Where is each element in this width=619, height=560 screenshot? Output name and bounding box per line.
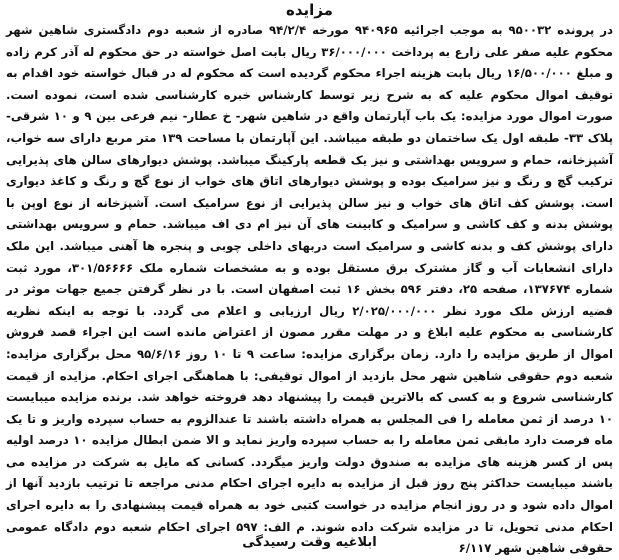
- next-notice-heading: ابلاغیه وقت رسیدگی: [242, 535, 377, 550]
- notice-body: در پرونده ۹۵۰۰۳۲ به موجب اجرائیه ۹۴۰۹۶۵ مورخه ۹۴/۲/۴ صادره از شعبه دوم دادگستری شاهین شهر محکوم علیه صفر علی زارع به پرداخت ۳۶/۰۰۰/۰۰۰ ریال بابت اصل خواسته در حق محکوم له آذر کرم زاده و مبلغ ۱۶/۵۰۰/۰۰۰ ریال بابت هزینه اجراء محکوم گردیده است که محکوم له در قبال خواسته خود اقدام به توقیف اموال محکوم علیه که به شرح زیر توسط کارشناس خبره کارشناسی شده است، نموده است. صورت اموال مورد مزایده: یک باب آپارتمان واقع در شاهین شهر- خ عطار- نیم فرعی بین ۹ و ۱۰ شرقی- پلاک ۳۳- طبقه اول یک ساختمان دو طبقه میباشد. این آپارتمان با مساحت ۱۳۹ متر مربع دارای سه خواب، آشپزخانه، حمام و سرویس بهداشتی و نیز یک قطعه پارکینگ میباشد. پوشش دیوارهای سالن های پذیرایی ترکیب گچ و رنگ و نیز سرامیک بوده و پوشش دیوارهای اتاق های خواب از نوع گچ و رنگ و کاغذ دیواری است. پوشش کف اتاق های خواب و نیز سالن پذیرایی از نوع سرامیک است. آشپزخانه از نوع اوپن با پوشش بدنه و کف کاشی و سرامیک و کابینت های آن نیز ام دی اف میباشد. حمام و سرویس بهداشتی دارای پوشش کف و بدنه کاشی و سرامیک است دربهای داخلی چوبی و پنجره ها آهنی میباشد. این ملک دارای انشعابات آب و گاز مشترک برق مستقل بوده و به مشخصات شماره ملک ۳۰۱/۵۶۶۶۶، مورد ثبت شماره ۱۳۷۶۷۴، صفحه ۲۵، دفتر ۵۹۶ بخش ۱۶ ثبت اصفهان است. با در نظر گرفتن جمیع جهات موثر در قضیه ارزش ملک مورد نظر ۲/۰۲۵/۰۰۰/۰۰۰ ریال ارزیابی و اعلام می گردد. با توجه به اینکه نظریه کارشناسی به محکوم علیه ابلاغ و در مهلت مقرر مصون از اعتراض مانده است این اجراء قصد فروش اموال از طریق مزایده را دارد. زمان برگزاری مزایده: ساعت ۹ تا ۱۰ روز ۹۵/۶/۱۶ محل برگزاری مزایده: شعبه دوم حقوقی شاهین شهر محل بازدید از اموال توقیفی: با هماهنگی اجرای احکام. مزایده از قیمت کارشناسی شروع و به کسی که بالاترین قیمت را پیشنهاد دهد فروخته خواهد شد. برنده مزایده میبایست ۱۰ درصد از ثمن معامله را فی المجلس به همراه داشته باشند تا عندالزوم به حساب سپرده واریز و تا یک ماه فرصت دارد مابقی ثمن معامله را به حساب سپرده واریز نماید و الا ضمن ابطال مزایده ۱۰ درصد اولیه پس از کسر هزینه های مزایده به صندوق دولت واریز میگردد. کسانی که مایل به شرکت در مزایده می باشند میبایست حداکثر پنج روز قبل از مزایده به دایره اجرای احکام مدنی مراجعه تا ترتیب بازدید آنها از اموال داده شود و در روز انجام مزایده در خواست کتبی خود به همراه قیمت پیشنهادی را به دایره اجرای احکام مدنی تحویل، تا در مزایده شرکت داده شوند. م الف: ۵۹۷ اجرای احکام شعبه دوم دادگاه عمومی حقوقی شاهین شهر ۶/۱۱۷: [6, 23, 614, 556]
- auction-notice: [6, 0, 614, 556]
- notice-title: مزایده: [286, 1, 333, 19]
